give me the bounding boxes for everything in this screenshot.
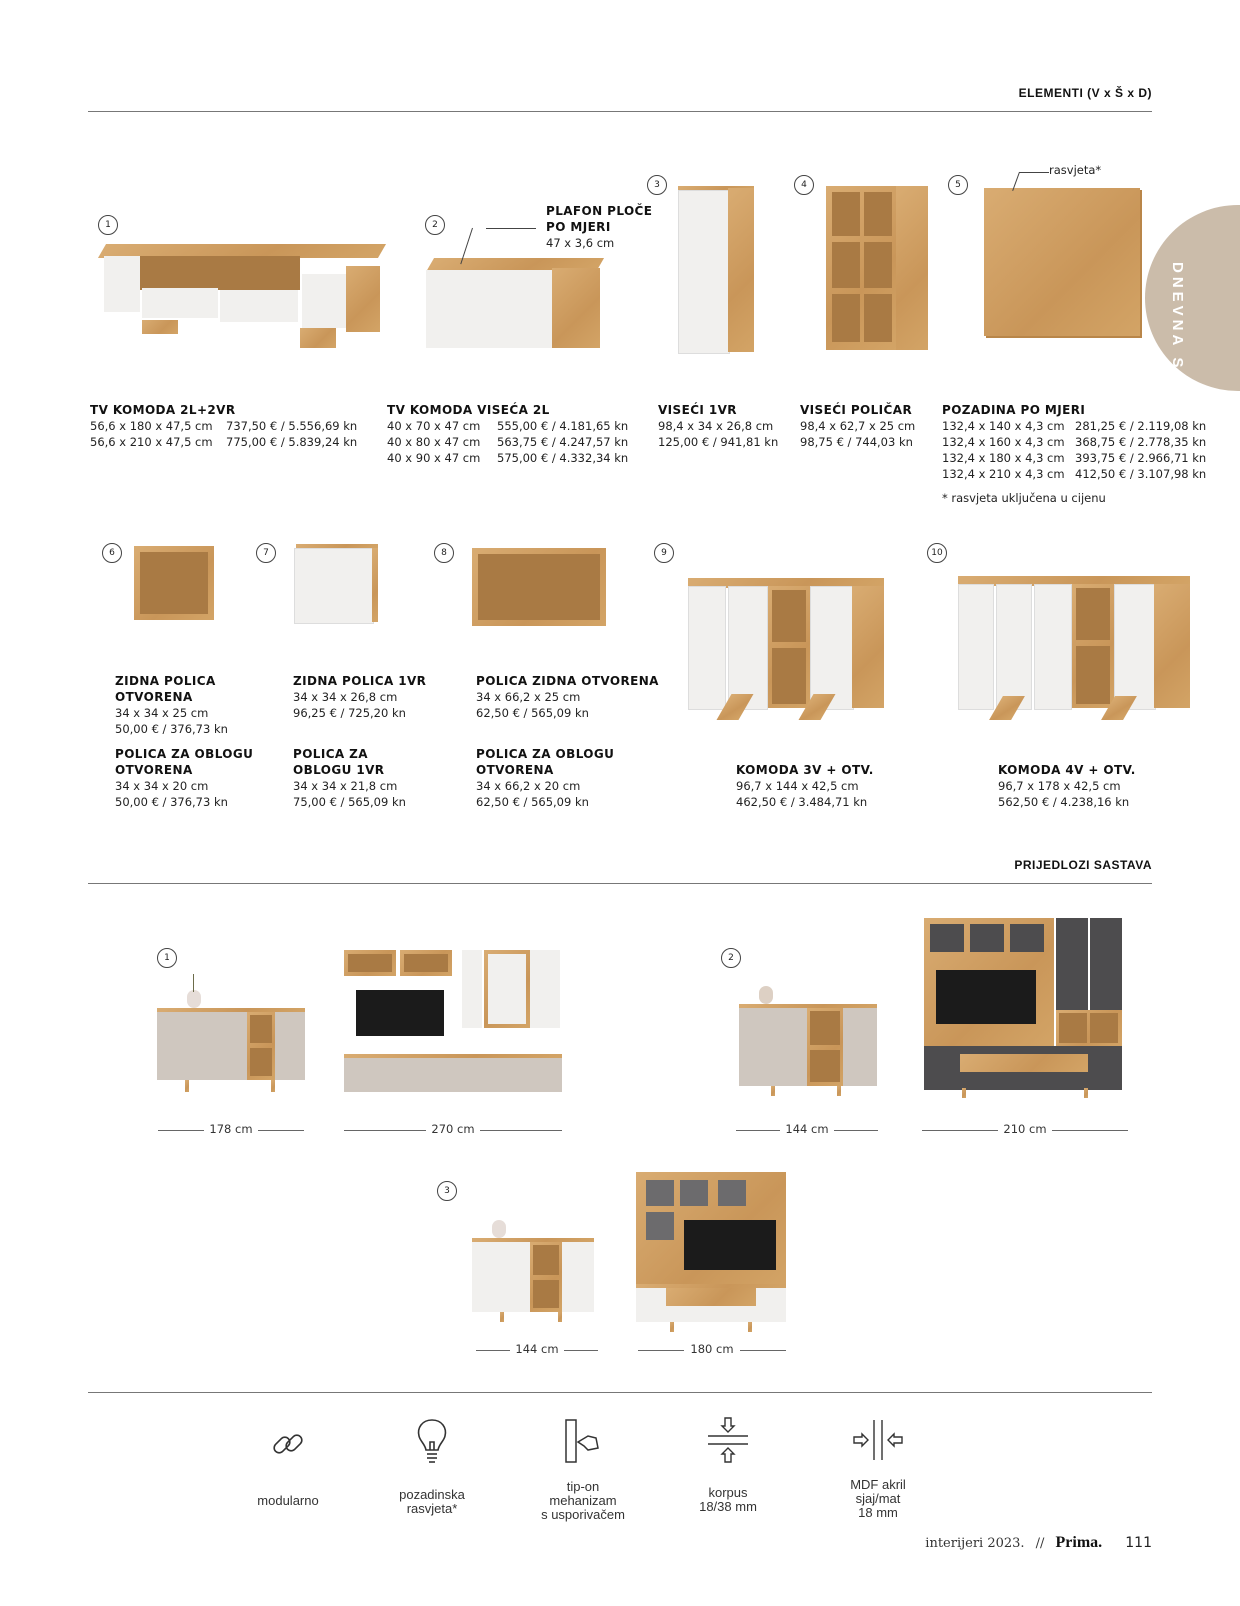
product-viseci-policar <box>800 402 915 450</box>
product-dims: 98,4 x 34 x 26,8 cm <box>658 419 774 433</box>
product-image-komoda-4v <box>958 576 1190 722</box>
product-name: VISEĆI POLIČAR <box>800 403 913 417</box>
footer-separator: // <box>1035 1536 1045 1551</box>
composition-1-width-2: 270 cm <box>344 1122 562 1136</box>
item-number: 10 <box>927 543 947 563</box>
product-name: POLICA ZA <box>293 747 368 761</box>
item-number: 2 <box>425 215 445 235</box>
footer <box>920 1532 1152 1552</box>
product-dims: 34 x 66,2 x 20 cm <box>476 779 581 793</box>
product-price: 50,00 € / 376,73 kn <box>115 722 228 736</box>
product-polica-zidna-otvorena <box>476 673 659 721</box>
composition-1-width-1: 178 cm <box>158 1122 304 1136</box>
product-image-zidna-polica-1vr <box>294 544 380 622</box>
product-spec-row: 40 x 70 x 47 cm 555,00 € / 4.181,65 kn <box>387 419 629 433</box>
product-name: ZIDNA POLICA 1VR <box>293 674 427 688</box>
composition-2-width-1: 144 cm <box>736 1122 878 1136</box>
page-number: 111 <box>1125 1535 1152 1551</box>
product-price: 62,50 € / 565,09 kn <box>476 795 589 809</box>
product-dims: 34 x 34 x 25 cm <box>115 706 209 720</box>
product-pozadina-po-mjeri <box>942 402 1206 506</box>
product-name: POZADINA PO MJERI <box>942 403 1086 417</box>
feature-label-tip-on: tip-on mehanizam s usporivačem <box>541 1479 625 1522</box>
section-tab-label: DNEVNA SOBA <box>1169 262 1186 417</box>
product-price: 75,00 € / 565,09 kn <box>293 795 406 809</box>
product-name: KOMODA 3V + OTV. <box>736 763 874 777</box>
product-name: POLICA ZA OBLOGU <box>476 747 615 761</box>
product-name: OTVORENA <box>115 690 193 704</box>
feature-label-mdf: MDF akril sjaj/mat 18 mm <box>850 1477 906 1520</box>
product-image-tv-komoda-viseca <box>426 258 604 352</box>
magazine-name: interijeri 2023. <box>925 1536 1025 1551</box>
product-komoda-4v <box>998 762 1136 810</box>
product-zidna-polica-1vr <box>293 673 426 721</box>
product-name: KOMODA 4V + OTV. <box>998 763 1136 777</box>
product-spec-row: 40 x 90 x 47 cm 575,00 € / 4.332,34 kn <box>387 451 629 465</box>
item-number: 4 <box>794 175 814 195</box>
product-image-polica-zidna-otvorena <box>472 548 606 626</box>
product-name: TV KOMODA VISEĆA 2L <box>387 403 550 417</box>
composition-3-sideboard <box>472 1220 596 1330</box>
product-price: 96,25 € / 725,20 kn <box>293 706 406 720</box>
product-polica-za-oblogu-1vr <box>293 746 406 810</box>
product-dims: 34 x 34 x 20 cm <box>115 779 209 793</box>
product-name: OTVORENA <box>115 763 193 777</box>
item-number: 9 <box>654 543 674 563</box>
composition-3-width-2: 180 cm <box>638 1342 786 1356</box>
brand-logo: Prima. <box>1055 1534 1103 1551</box>
product-viseci-1vr <box>658 402 778 450</box>
product-price: 462,50 € / 3.484,71 kn <box>736 795 868 809</box>
section-tab <box>1145 205 1240 391</box>
product-dims: 34 x 66,2 x 25 cm <box>476 690 581 704</box>
product-spec-row: 132,4 x 140 x 4,3 cm 281,25 € / 2.119,08 kn <box>942 419 1207 433</box>
modular-link-icon <box>270 1426 306 1462</box>
product-spec-row: 132,4 x 210 x 4,3 cm 412,50 € / 3.107,98 kn <box>942 467 1207 481</box>
composition-number: 2 <box>721 948 741 968</box>
product-name: POLICA ZIDNA OTVORENA <box>476 674 659 688</box>
plafon-callout-dims: 47 x 3,6 cm <box>546 236 615 250</box>
feature-label-modularno: modularno <box>257 1493 319 1508</box>
product-image-zidna-polica-otvorena <box>134 546 214 620</box>
product-image-viseci-policar <box>826 186 930 352</box>
product-spec-row: 132,4 x 160 x 4,3 cm 368,75 € / 2.778,35 kn <box>942 435 1207 449</box>
divider <box>88 883 1152 884</box>
product-dims: 34 x 34 x 26,8 cm <box>293 690 398 704</box>
divider <box>88 111 1152 112</box>
composition-2-width-2: 210 cm <box>922 1122 1128 1136</box>
product-note: * rasvjeta uključena u cijenu <box>942 491 1106 505</box>
product-name: POLICA ZA OBLOGU <box>115 747 254 761</box>
product-dims: 98,4 x 62,7 x 25 cm <box>800 419 916 433</box>
composition-2-sideboard <box>739 980 879 1098</box>
product-dims: 96,7 x 144 x 42,5 cm <box>736 779 859 793</box>
product-price: 62,50 € / 565,09 kn <box>476 706 589 720</box>
product-tv-komoda-viseca-2l <box>387 402 628 466</box>
product-name: OTVORENA <box>476 763 554 777</box>
product-name: OBLOGU 1VR <box>293 763 385 777</box>
elements-header: ELEMENTI (V x Š x D) <box>1018 86 1152 100</box>
composition-number: 1 <box>157 948 177 968</box>
product-polica-za-oblogu-otvorena-2 <box>476 746 614 810</box>
rasvjeta-callout: rasvjeta* <box>1049 163 1102 177</box>
composition-1-wall <box>344 950 564 1094</box>
composition-3-width-1: 144 cm <box>476 1342 598 1356</box>
product-image-viseci-1vr <box>678 186 756 354</box>
product-image-pozadina <box>984 188 1140 336</box>
item-number: 8 <box>434 543 454 563</box>
item-number: 7 <box>256 543 276 563</box>
product-spec-row: 56,6 x 210 x 47,5 cm 775,00 € / 5.839,24 kn <box>90 435 358 449</box>
product-price: 98,75 € / 744,03 kn <box>800 435 913 449</box>
mdf-panel-icon <box>852 1418 904 1462</box>
plafon-callout-title: PLAFON PLOČE PO MJERI <box>546 204 653 234</box>
composition-3-wall <box>636 1172 788 1332</box>
feature-label-korpus: korpus 18/38 mm <box>699 1485 757 1514</box>
product-image-komoda-3v <box>688 578 884 722</box>
light-bulb-icon <box>414 1418 450 1468</box>
product-dims: 96,7 x 178 x 42,5 cm <box>998 779 1121 793</box>
composition-number: 3 <box>437 1181 457 1201</box>
callout-line <box>486 228 536 229</box>
product-polica-za-oblogu-otvorena <box>115 746 253 810</box>
product-name: ZIDNA POLICA <box>115 674 216 688</box>
product-price: 50,00 € / 376,73 kn <box>115 795 228 809</box>
callout-line <box>1019 172 1049 173</box>
thickness-icon <box>706 1416 750 1466</box>
product-price: 125,00 € / 941,81 kn <box>658 435 779 449</box>
product-spec-row: 132,4 x 180 x 4,3 cm 393,75 € / 2.966,71 kn <box>942 451 1207 465</box>
product-zidna-polica-otvorena <box>115 673 228 737</box>
item-number: 6 <box>102 543 122 563</box>
product-tv-komoda-2l2vr <box>90 402 357 450</box>
product-name: TV KOMODA 2L+2VR <box>90 403 236 417</box>
product-dims: 34 x 34 x 21,8 cm <box>293 779 398 793</box>
product-spec-row: 40 x 80 x 47 cm 563,75 € / 4.247,57 kn <box>387 435 629 449</box>
product-spec-row: 56,6 x 180 x 47,5 cm 737,50 € / 5.556,69 kn <box>90 419 358 433</box>
product-name: VISEĆI 1VR <box>658 403 737 417</box>
product-komoda-3v <box>736 762 874 810</box>
item-number: 5 <box>948 175 968 195</box>
feature-label-rasvjeta: pozadinska rasvjeta* <box>399 1487 465 1516</box>
product-image-tv-komoda <box>102 244 382 352</box>
compositions-header: PRIJEDLOZI SASTAVA <box>1014 858 1152 872</box>
item-number: 1 <box>98 215 118 235</box>
divider <box>88 1392 1152 1393</box>
composition-2-wall <box>924 918 1122 1100</box>
composition-1-sideboard <box>157 990 305 1100</box>
item-number: 3 <box>647 175 667 195</box>
tip-on-icon <box>560 1418 606 1466</box>
product-price: 562,50 € / 4.238,16 kn <box>998 795 1130 809</box>
